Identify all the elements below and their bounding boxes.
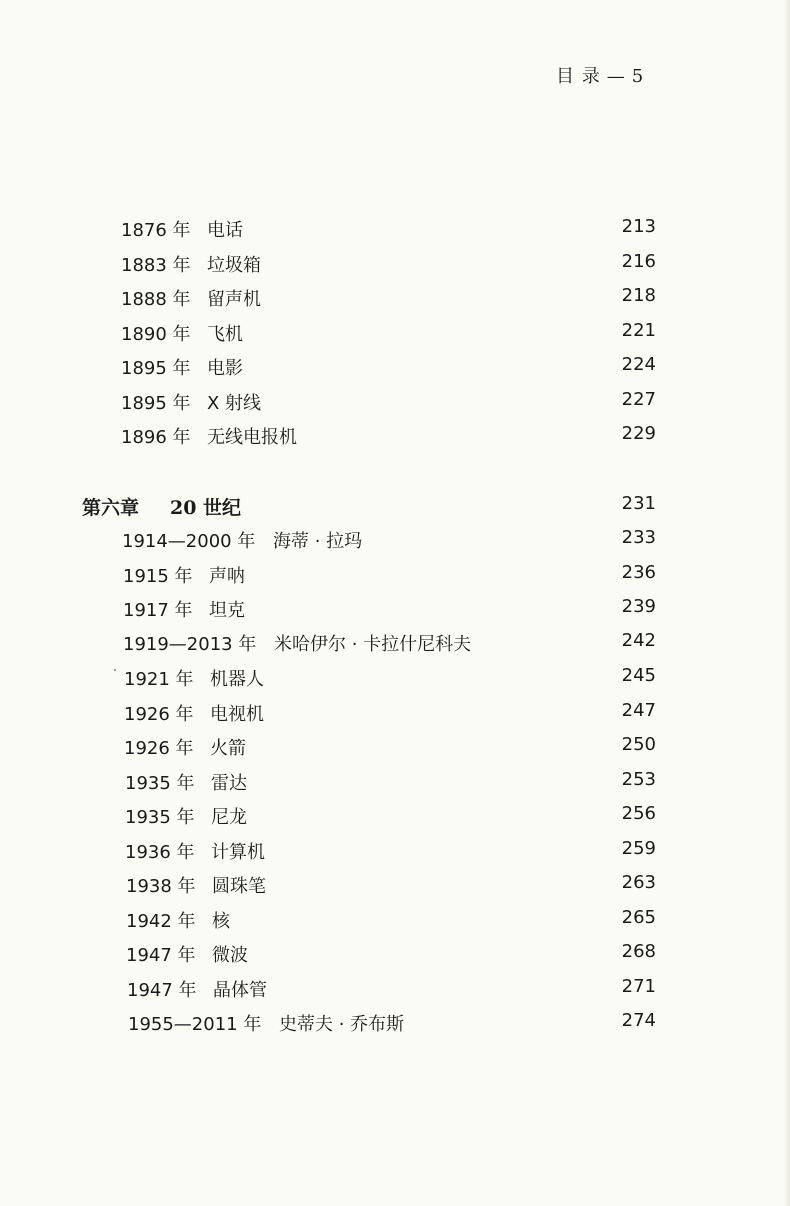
- chapter-page: 231: [621, 493, 656, 514]
- entry-title: 火箭: [210, 738, 246, 759]
- toc-entry[interactable]: [0, 941, 790, 971]
- entry-year: 1942 年: [126, 911, 196, 932]
- entry-page: 229: [621, 423, 656, 444]
- entry-year: 1935 年: [125, 807, 195, 828]
- entry-title: 无线电报机: [207, 427, 297, 448]
- toc-entry[interactable]: [0, 838, 790, 868]
- entry-page: 268: [621, 941, 656, 962]
- entry-title: 坦克: [209, 600, 245, 621]
- toc-entry[interactable]: [0, 907, 790, 937]
- entry-page: 250: [621, 734, 656, 755]
- chapter-heading[interactable]: [0, 493, 790, 523]
- entry-page: 213: [621, 216, 656, 237]
- print-speck: [114, 669, 116, 671]
- toc-entry[interactable]: [0, 354, 790, 384]
- entry-title: 飞机: [207, 324, 243, 345]
- running-header: [556, 62, 644, 88]
- entry-year: 1936 年: [125, 842, 195, 863]
- entry-title: 尼龙: [211, 807, 247, 828]
- entry-page: 227: [621, 389, 656, 410]
- entry-title: 电视机: [210, 704, 264, 725]
- entry-title: 雷达: [211, 773, 247, 794]
- entry-page: 265: [621, 907, 656, 928]
- entry-page: 239: [621, 596, 656, 617]
- entry-year: 1896 年: [121, 427, 191, 448]
- toc-entry[interactable]: [0, 216, 790, 246]
- entry-title: 晶体管: [213, 980, 267, 1001]
- entry-page: 242: [621, 630, 656, 651]
- entry-page: 263: [621, 872, 656, 893]
- entry-page: 218: [621, 285, 656, 306]
- entry-title: 机器人: [210, 669, 264, 690]
- toc-entry[interactable]: [0, 872, 790, 902]
- toc-entry[interactable]: [0, 389, 790, 419]
- entry-page: 256: [621, 803, 656, 824]
- entry-year: 1895 年: [121, 393, 191, 414]
- entry-year: 1888 年: [121, 289, 191, 310]
- entry-year: 1917 年: [123, 600, 193, 621]
- chapter-title: 20 世纪: [170, 497, 242, 519]
- entry-year: 1890 年: [121, 324, 191, 345]
- entry-title: 电话: [207, 220, 243, 241]
- entry-year: 1921 年: [124, 669, 194, 690]
- entry-page: 224: [621, 354, 656, 375]
- toc-entry[interactable]: [0, 665, 790, 695]
- entry-year: 1935 年: [125, 773, 195, 794]
- entry-year: 1955—2011 年: [128, 1014, 262, 1035]
- entry-title: X 射线: [207, 393, 262, 414]
- entry-title: 史蒂夫 · 乔布斯: [279, 1014, 405, 1035]
- entry-title: 米哈伊尔 · 卡拉什尼科夫: [274, 634, 472, 655]
- entry-year: 1895 年: [121, 358, 191, 379]
- entry-title: 计算机: [211, 842, 265, 863]
- entry-page: 259: [621, 838, 656, 859]
- entry-year: 1947 年: [127, 980, 197, 1001]
- entry-page: 247: [621, 700, 656, 721]
- toc-entry[interactable]: [0, 630, 790, 660]
- entry-page: 221: [621, 320, 656, 341]
- page-number: 5: [631, 66, 645, 87]
- entry-title: 核: [212, 911, 230, 932]
- entry-page: 245: [621, 665, 656, 686]
- chapter-label: 第六章: [82, 497, 140, 519]
- toc-entry[interactable]: [0, 976, 790, 1006]
- entry-page: 233: [621, 527, 656, 548]
- section-title: 目 录: [556, 66, 601, 87]
- entry-title: 海蒂 · 拉玛: [273, 531, 363, 552]
- entry-title: 微波: [212, 945, 248, 966]
- entry-year: 1883 年: [121, 255, 191, 276]
- toc-entry[interactable]: [0, 320, 790, 350]
- entry-title: 电影: [207, 358, 243, 379]
- entry-title: 声呐: [209, 566, 245, 587]
- toc-entry[interactable]: [0, 285, 790, 315]
- entry-year: 1926 年: [124, 738, 194, 759]
- toc-entry[interactable]: [0, 803, 790, 833]
- entry-page: 236: [621, 562, 656, 583]
- entry-title: 圆珠笔: [212, 876, 266, 897]
- entry-page: 271: [621, 976, 656, 997]
- toc-entry[interactable]: [0, 527, 790, 557]
- entry-page: 274: [621, 1010, 656, 1031]
- toc-entry[interactable]: [0, 700, 790, 730]
- entry-title: 垃圾箱: [207, 255, 261, 276]
- toc-entry[interactable]: [0, 596, 790, 626]
- entry-year: 1926 年: [124, 704, 194, 725]
- entry-year: 1914—2000 年: [122, 531, 256, 552]
- entry-page: 216: [621, 251, 656, 272]
- toc-entry[interactable]: [0, 562, 790, 592]
- toc-entry[interactable]: [0, 734, 790, 764]
- entry-year: 1915 年: [123, 566, 193, 587]
- entry-year: 1919—2013 年: [123, 634, 257, 655]
- toc-entry[interactable]: [0, 423, 790, 453]
- toc-entry[interactable]: [0, 769, 790, 799]
- toc-entry[interactable]: [0, 251, 790, 281]
- entry-title: 留声机: [207, 289, 261, 310]
- entry-year: 1876 年: [121, 220, 191, 241]
- header-dash: —: [606, 66, 626, 87]
- entry-year: 1938 年: [126, 876, 196, 897]
- entry-page: 253: [621, 769, 656, 790]
- toc-entry[interactable]: [0, 1010, 790, 1040]
- entry-year: 1947 年: [126, 945, 196, 966]
